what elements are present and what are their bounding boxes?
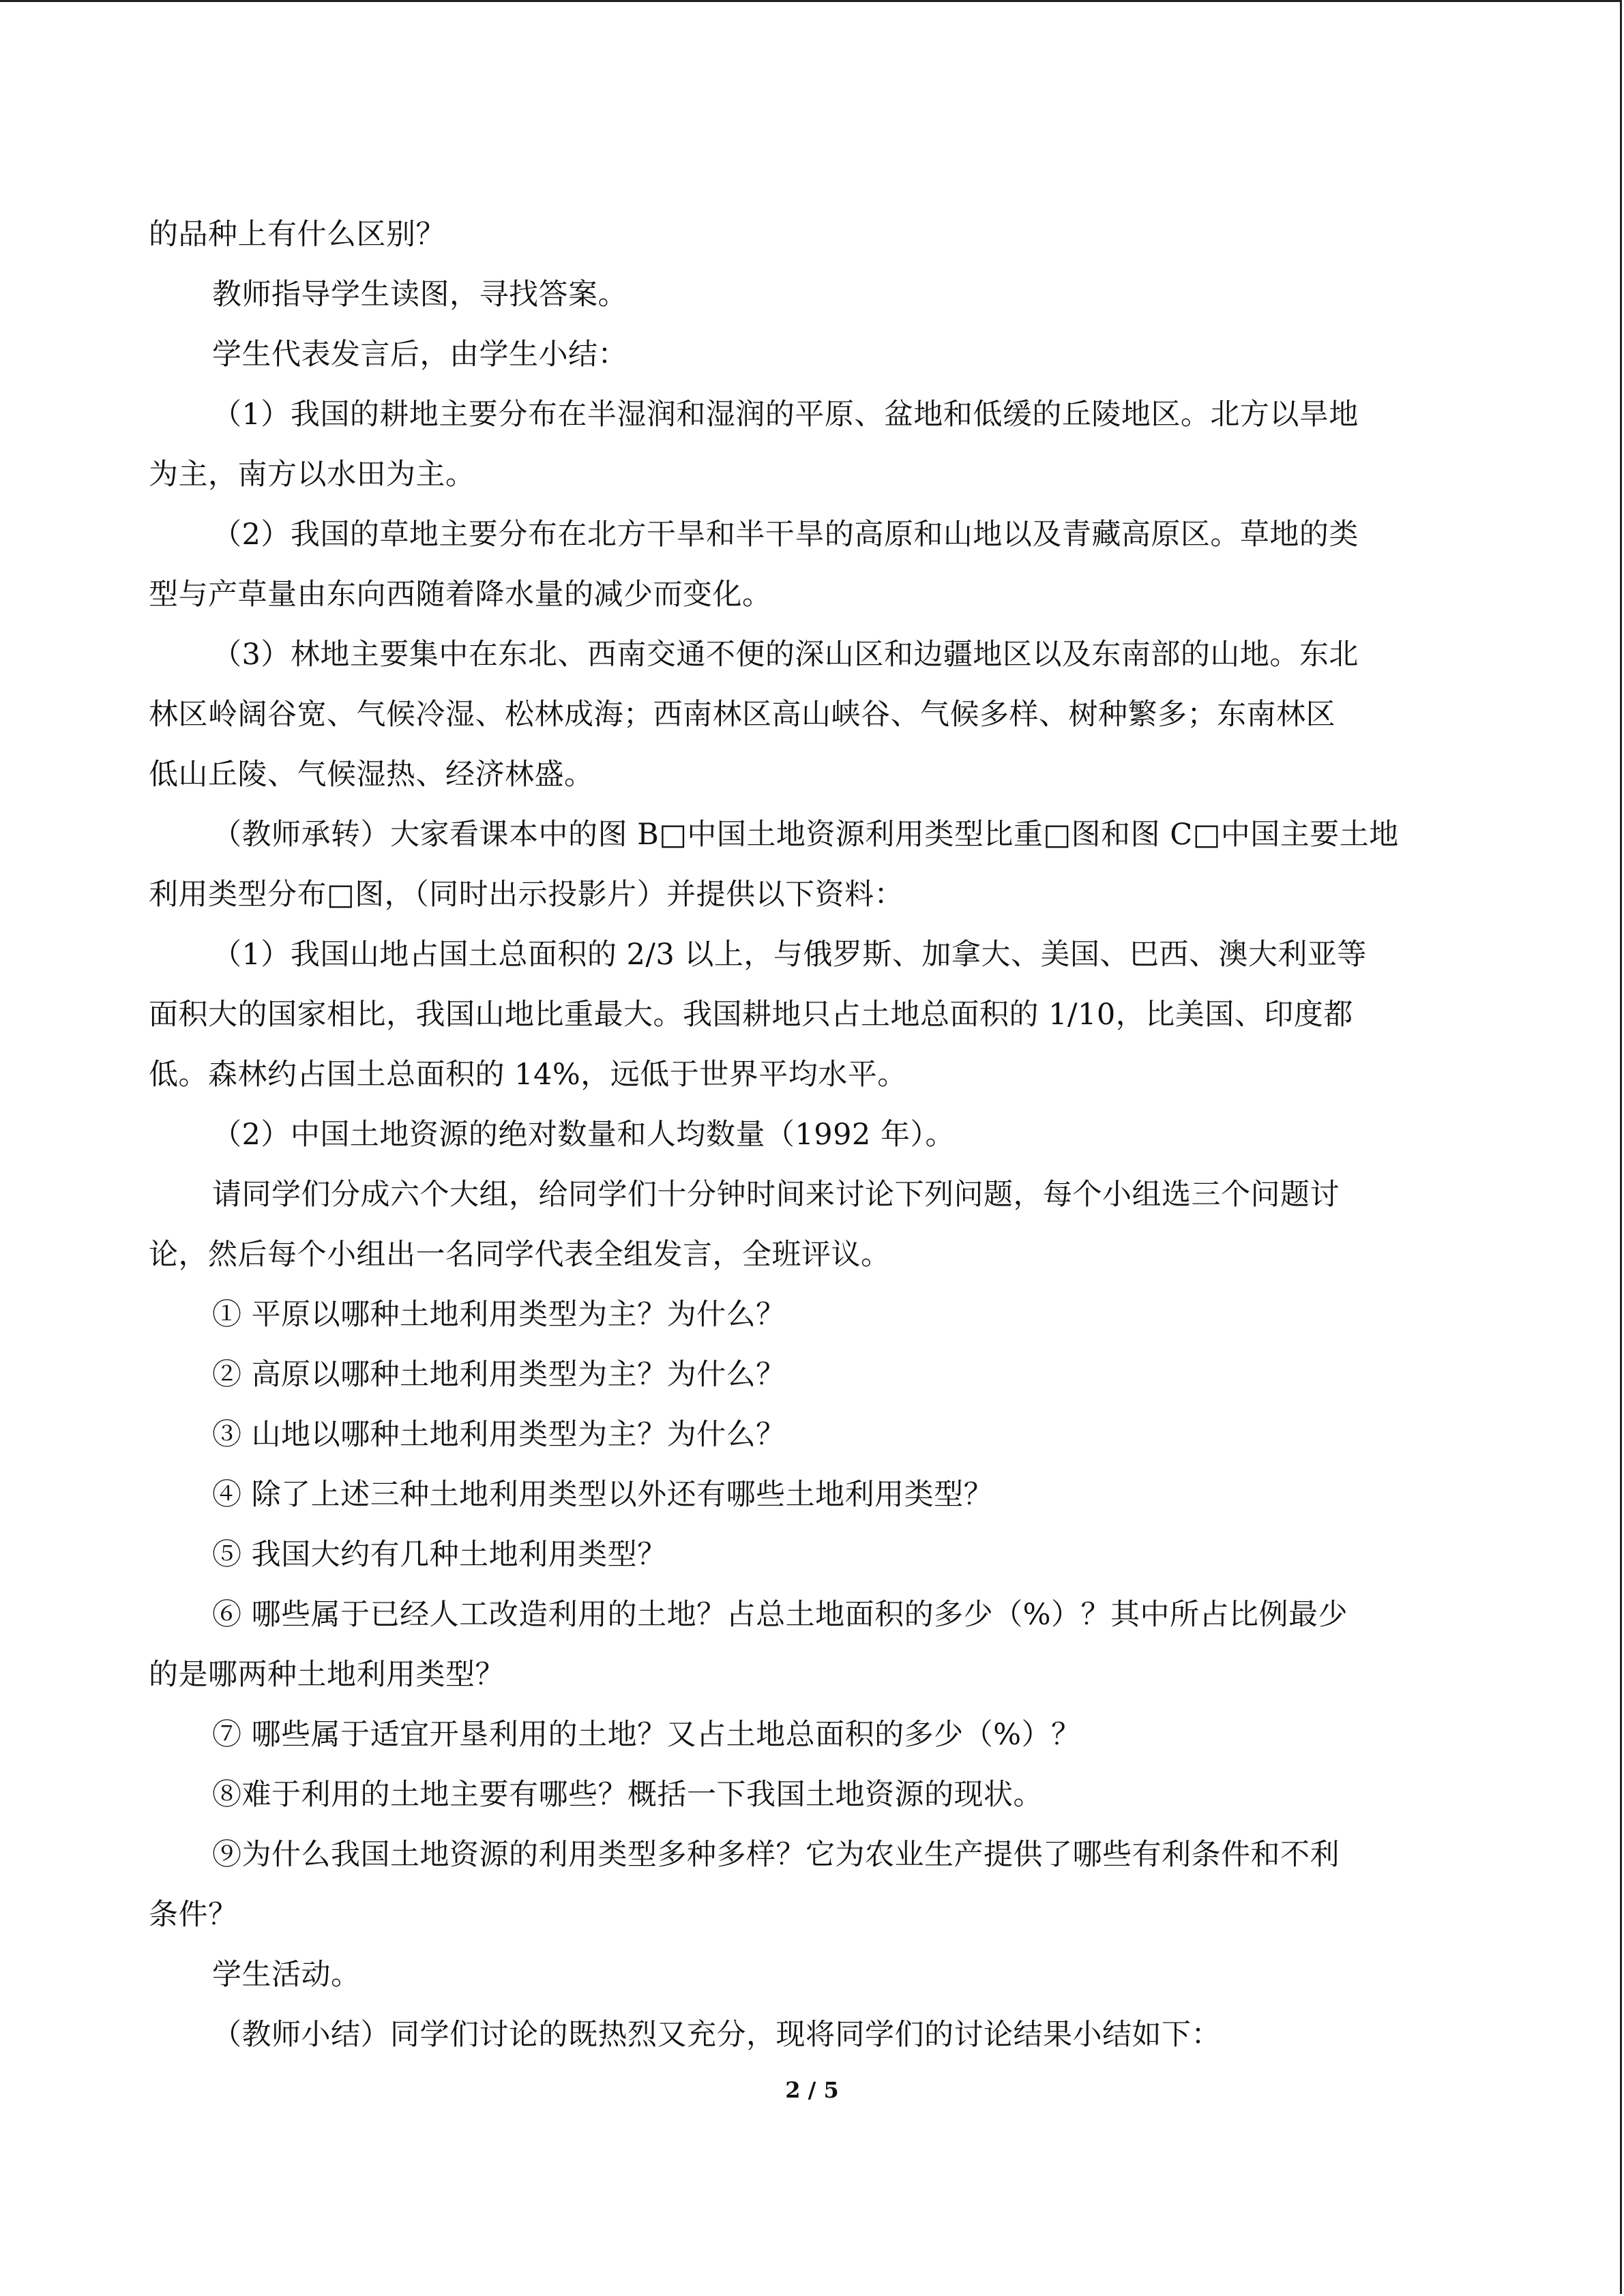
text-line: （2）中国土地资源的绝对数量和人均数量（1992 年）。 (212, 1118, 955, 1152)
text-line: 论，然后每个小组出一名同学代表全组发言，全班评议。 (149, 1238, 891, 1272)
question-item: ② 高原以哪种土地利用类型为主？为什么？ (212, 1358, 786, 1392)
text-line: 面积大的国家相比，我国山地比重最大。我国耕地只占土地总面积的 1/10，比美国、印度都 (149, 998, 1353, 1032)
text-line: 为主，南方以水田为主。 (149, 458, 475, 492)
question-item: ⑧难于利用的土地主要有哪些？概括一下我国土地资源的现状。 (212, 1778, 1043, 1812)
text-line: （教师承转）大家看课本中的图 B□中国土地资源利用类型比重□图和图 C□中国主要土地 (212, 818, 1399, 852)
text-line: 请同学们分成六个大组，给同学们十分钟时间来讨论下列问题，每个小组选三个问题讨 (212, 1178, 1340, 1212)
page-number: 2 / 5 (785, 2077, 839, 2103)
question-item: ④ 除了上述三种土地利用类型以外还有哪些土地利用类型？ (212, 1478, 994, 1512)
text-line: （2）我国的草地主要分布在北方干旱和半干旱的高原和山地以及青藏高原区。草地的类 (212, 518, 1359, 552)
text-line: 的品种上有什么区别？ (149, 218, 445, 252)
text-line: 林区岭阔谷宽、气候冷湿、松林成海；西南林区高山峡谷、气候多样、树种繁多；东南林区 (149, 698, 1335, 732)
question-item: ⑨为什么我国土地资源的利用类型多种多样？它为农业生产提供了哪些有利条件和不利 (212, 1838, 1340, 1872)
text-line: 学生活动。 (212, 1958, 361, 1992)
text-line: 学生代表发言后，由学生小结： (212, 338, 628, 372)
question-item: ① 平原以哪种土地利用类型为主？为什么？ (212, 1298, 786, 1332)
question-item: ⑤ 我国大约有几种土地利用类型？ (212, 1538, 667, 1572)
text-line: （1）我国的耕地主要分布在半湿润和湿润的平原、盆地和低缓的丘陵地区。北方以旱地 (212, 398, 1359, 432)
text-line: 教师指导学生读图，寻找答案。 (212, 278, 628, 312)
text-line: （3）林地主要集中在东北、西南交通不便的深山区和边疆地区以及东南部的山地。东北 (212, 638, 1359, 672)
text-line: 条件？ (149, 1898, 238, 1932)
question-item: ⑦ 哪些属于适宜开垦利用的土地？又占土地总面积的多少（%）？ (212, 1718, 1081, 1752)
document-body (149, 205, 1476, 2065)
text-line: （教师小结）同学们讨论的既热烈又充分，现将同学们的讨论结果小结如下： (212, 2018, 1221, 2052)
text-line: 型与产草量由东向西随着降水量的减少而变化。 (149, 578, 772, 612)
text-line: 利用类型分布□图，（同时出示投影片）并提供以下资料： (149, 878, 904, 912)
text-line: 的是哪两种土地利用类型？ (149, 1658, 505, 1692)
question-item: ⑥ 哪些属于已经人工改造利用的土地？占总土地面积的多少（%）？其中所占比例最少 (212, 1598, 1348, 1632)
question-item: ③ 山地以哪种土地利用类型为主？为什么？ (212, 1418, 786, 1452)
text-line: 低。森林约占国土总面积的 14%，远低于世界平均水平。 (149, 1058, 907, 1092)
text-line: 低山丘陵、气候湿热、经济林盛。 (149, 758, 594, 792)
text-line: （1）我国山地占国土总面积的 2/3 以上，与俄罗斯、加拿大、美国、巴西、澳大利亚等 (212, 938, 1367, 972)
